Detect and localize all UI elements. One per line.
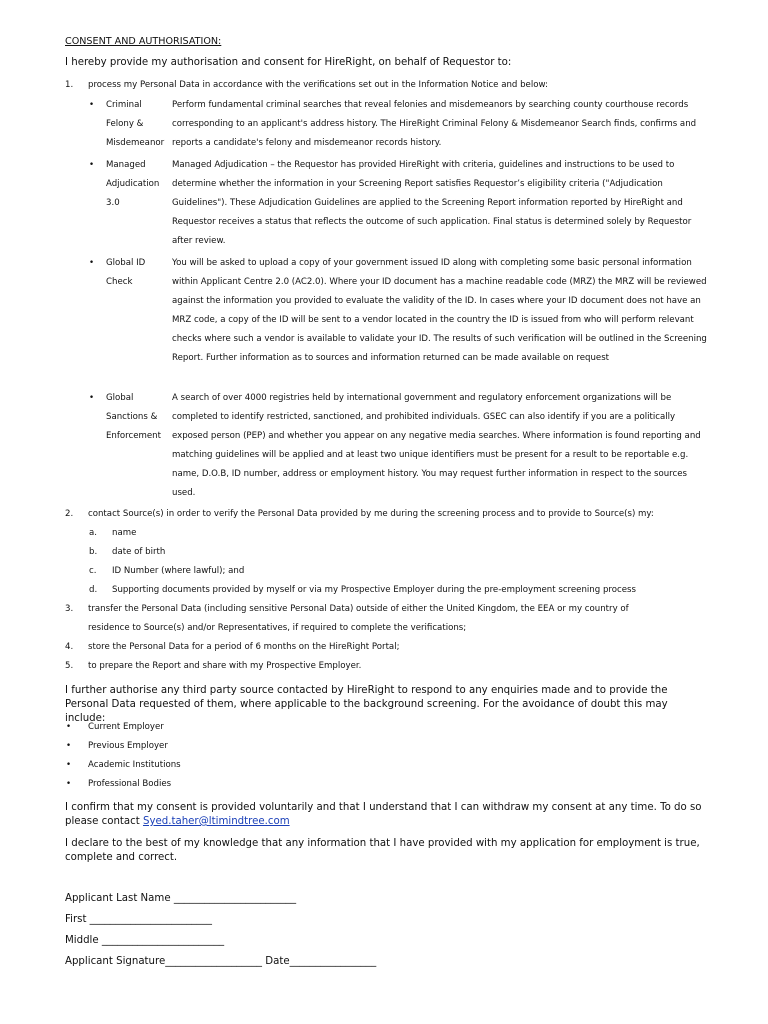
verification-label: Global ID Check — [106, 258, 146, 287]
item-number: 5. — [65, 661, 74, 671]
bullet: • — [89, 160, 95, 170]
third-party-item: Previous Employer — [88, 741, 168, 751]
middle-name-field[interactable]: Middle ________________________ — [65, 935, 225, 946]
consent-confirmation — [65, 801, 705, 829]
verification-text: Managed Adjudication – the Requestor has provided HireRight with criteria, guidelines and instructions to be used to determine whether the information in your Screening Report satisfies Requestor’s eligibility criteria ("Adjudication Guidelines"). These Adjudication Guidelines are applied to the Screening Report information reported by HireRight and Requestor receives a status that reflects the outcome of such application. Final status is determined solely by Requestor after review. — [172, 160, 692, 246]
bullet: • — [89, 100, 95, 110]
third-party-item: Professional Bodies — [88, 779, 172, 789]
sub-item-letter: b. — [89, 547, 98, 557]
item-text: to prepare the Report and share with my Prospective Employer. — [88, 661, 362, 671]
applicant-last-name-field[interactable]: Applicant Last Name ________________________ — [65, 893, 297, 904]
page-title: CONSENT AND AUTHORISATION: — [65, 36, 222, 47]
further-authorisation-text: I further authorise any third party source contacted by HireRight to respond to any enquiries made and to provide the Personal Data requested of them, where applicable to the background screening. For the avoidance of doubt this may include: — [65, 685, 668, 724]
sub-item-letter: a. — [89, 528, 97, 538]
declaration-text: I declare to the best of my knowledge that any information that I have provided with my application for employment is true, complete and correct. — [65, 838, 700, 863]
item-text: contact Source(s) in order to verify the Personal Data provided by me during the screening process and to provide to Source(s) my: — [88, 509, 654, 519]
item-number: 2. — [65, 509, 74, 519]
verification-text: A search of over 4000 registries held by international government and regulatory enforcement organizations will be completed to identify restricted, sanctioned, and prohibited individuals. GSEC can also identify if you are a politically exposed person (PEP) and whether you appear on any negative media searches. Where information is found reporting and matching guidelines will be applied and at least two unique identifiers must be present for a result to be reportable e.g. name, D.O.B, ID number, address or employment history. You may request further information in respect to the sources used. — [172, 393, 701, 498]
bullet: • — [66, 779, 72, 789]
sub-item-text: Supporting documents provided by myself or via my Prospective Employer during the pre-employment screening process — [112, 585, 636, 595]
signature-date-field[interactable]: Applicant Signature___________________ Date_________________ — [65, 956, 377, 967]
item-number: 4. — [65, 642, 74, 652]
third-party-item: Current Employer — [88, 722, 164, 732]
bullet: • — [66, 760, 72, 770]
verification-text: Perform fundamental criminal searches that reveal felonies and misdemeanors by searching county courthouse records corresponding to an applicant's address history. The HireRight Criminal Felony & Misdemeanor Search finds, confirms and reports a candidate's felony and misdemeanor records history. — [172, 100, 697, 148]
bullet: • — [89, 258, 95, 268]
contact-email-link[interactable]: Syed.taher@ltimindtree.com — [142, 816, 290, 827]
sub-item-text: name — [112, 528, 137, 538]
third-party-item: Academic Institutions — [88, 760, 181, 770]
confirmation-text: I confirm that my consent is provided voluntarily and that I understand that I can withdraw my consent at any time. To do so please contact — [65, 802, 702, 827]
verification-text: You will be asked to upload a copy of your government issued ID along with completing some basic personal information within Applicant Centre 2.0 (AC2.0). Where your ID document has a machine readable code (MRZ) the MRZ will be reviewed against the information you provided to evaluate the validity of the ID. In cases where your ID document does not have an MRZ code, a copy of the ID will be sent to a vendor located in the country the ID is issued from who will perform relevant checks where such a vendor is available to validate your ID. The results of such verification will be outlined in the Screening Report. Further information as to sources and information returned can be made available on request — [172, 258, 707, 363]
bullet: • — [66, 722, 72, 732]
verification-label: Criminal Felony & Misdemeanor — [106, 100, 165, 148]
item-text: store the Personal Data for a period of 6 months on the HireRight Portal; — [88, 642, 400, 652]
item-number: 3. — [65, 604, 74, 614]
intro-text: I hereby provide my authorisation and consent for HireRight, on behalf of Requestor to: — [65, 57, 512, 68]
first-name-field[interactable]: First ________________________ — [65, 914, 212, 925]
item-text: process my Personal Data in accordance with the verifications set out in the Information Notice and below: — [88, 80, 548, 90]
verification-label: Managed Adjudication 3.0 — [106, 160, 160, 208]
item-number: 1. — [65, 80, 74, 90]
item-text: transfer the Personal Data (including sensitive Personal Data) outside of either the United Kingdom, the EEA or my country of — [88, 604, 629, 614]
item-text-continued: residence to Source(s) and/or Representatives, if required to complete the verifications; — [88, 623, 467, 633]
sub-item-text: date of birth — [112, 547, 166, 557]
bullet: • — [89, 393, 95, 403]
sub-item-letter: d. — [89, 585, 98, 595]
sub-item-letter: c. — [89, 566, 97, 576]
sub-item-text: ID Number (where lawful); and — [112, 566, 245, 576]
verification-label: Global Sanctions & Enforcement — [106, 393, 161, 441]
bullet: • — [66, 741, 72, 751]
